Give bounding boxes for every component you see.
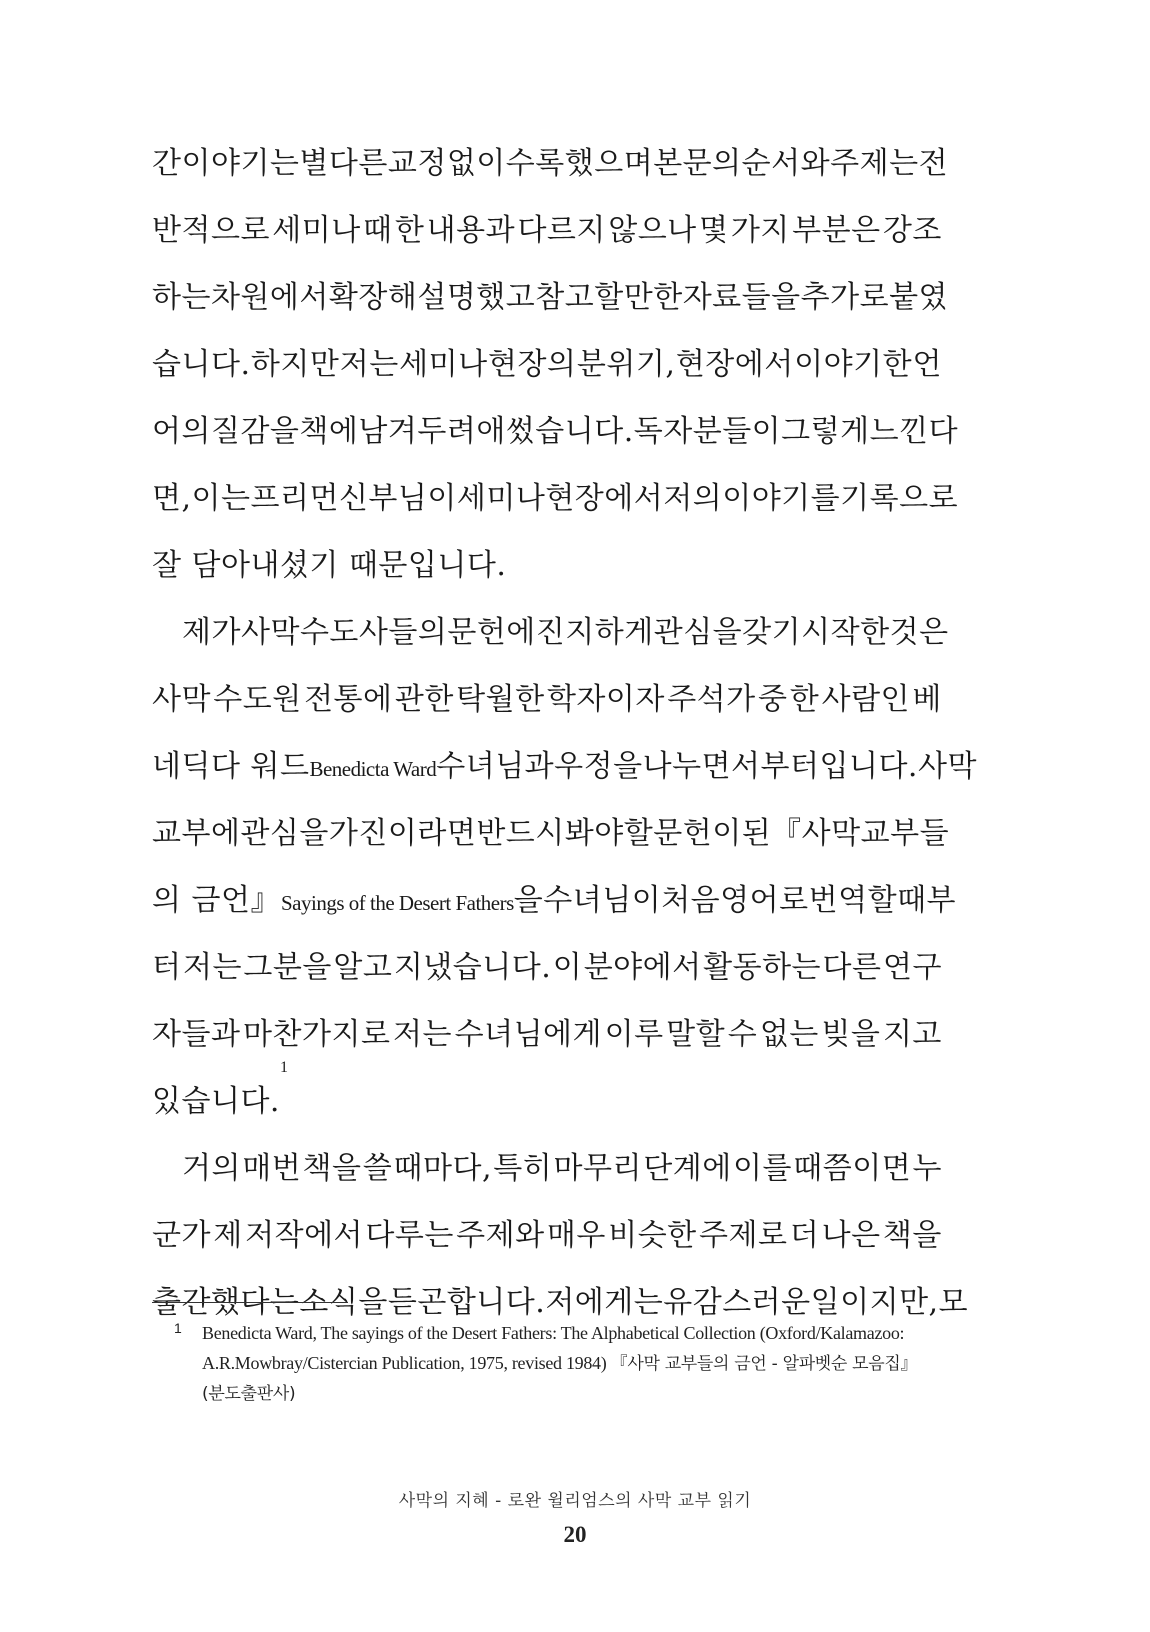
- footnote-reference: 1: [279, 1059, 289, 1076]
- footnote-citation: A.R.Mowbray/Cistercian Publication, 1975, revised 1984): [202, 1353, 607, 1373]
- body-line: 간 이야기는 별다른 교정 없이 수록했으며 본문의 순서와 주제는 전: [152, 146, 949, 181]
- footnote-korean-title: 『사막 교부들의 금언 - 알파벳순 모음집』: [610, 1354, 918, 1374]
- body-line: 터 저는 그분을 알고 지냈습니다. 이 분야에서 활동하는 다른 연구: [152, 950, 942, 985]
- footnote: [152, 1318, 942, 1409]
- body-line: 하는 차원에서 확장해 설명했고 참고할 만한 자료들을 추가로 붙였: [152, 280, 949, 315]
- body-line: 반적으로 세미나 때 한 내용과 다르지 않으나 몇 가지 부분은 강조: [152, 213, 942, 248]
- body-line: 있습니다. 1: [152, 1068, 942, 1135]
- page-number: 20: [563, 1522, 587, 1547]
- footnote-mark: 1: [174, 1320, 182, 1336]
- body-line: 습니다. 하지만 저는 세미나 현장의 분위기, 현장에서 이야기한 언: [152, 347, 942, 382]
- body-line: 의 금언』Sayings of the Desert Fathers 을 수녀님이 처음 영어로 번역할 때부: [152, 883, 957, 918]
- latin-term: Sayings of the Desert Fathers: [280, 891, 514, 915]
- body-line: 어의 질감을 책에 남겨두려 애썼습니다. 독자분들이 그렇게 느낀다: [152, 414, 959, 449]
- footnote-line-3: (분도출판사): [202, 1384, 296, 1404]
- body-line: 자들과 마찬가지로 저는 수녀님에게 이루 말할 수 없는 빚을 지고: [152, 1017, 942, 1052]
- running-title: 사막의 지혜 - 로완 윌리엄스의 사막 교부 읽기: [398, 1491, 752, 1511]
- body-text: [152, 130, 977, 1336]
- latin-term: Benedicta Ward: [309, 757, 437, 781]
- body-line: 면, 이는 프리먼 신부님이 세미나 현장에서 저의 이야기를 기록으로: [152, 481, 959, 516]
- footnote-divider: [152, 1302, 348, 1303]
- body-line: 출간했다는 소식을 듣곤 합니다. 저에게는 유감스러운 일이지만, 모: [152, 1285, 969, 1320]
- body-line: 거의 매번 책을 쓸 때마다, 특히 마무리 단계에 이를 때쯤이면 누: [182, 1151, 942, 1186]
- body-line: 제가 사막 수도사들의 문헌에 진지하게 관심을 갖기 시작한 것은: [182, 615, 949, 650]
- footnote-line-1: Benedicta Ward, The sayings of the Desert Fathers: The Alphabetical Collection (Oxford/Kalamazoo:: [202, 1323, 905, 1343]
- body-line: 군가 제 저작에서 다루는 주제와 매우 비슷한 주제로 더 나은 책을: [152, 1218, 942, 1253]
- body-line: 네딕다 워드Benedicta Ward 수녀님과 우정을 나누면서부터입니다. 사막: [152, 749, 977, 784]
- body-line: 사막 수도원 전통에 관한 탁월한 학자이자 주석가 중 한 사람인 베: [152, 682, 942, 717]
- body-line: 잘 담아내셨기 때문입니다.: [152, 548, 507, 583]
- footnote-line-2: [202, 1348, 942, 1379]
- body-line: 교부에 관심을 가진 이라면 반드시 봐야 할 문헌이 된『사막 교부들: [152, 816, 950, 851]
- footnote-body: [202, 1318, 942, 1409]
